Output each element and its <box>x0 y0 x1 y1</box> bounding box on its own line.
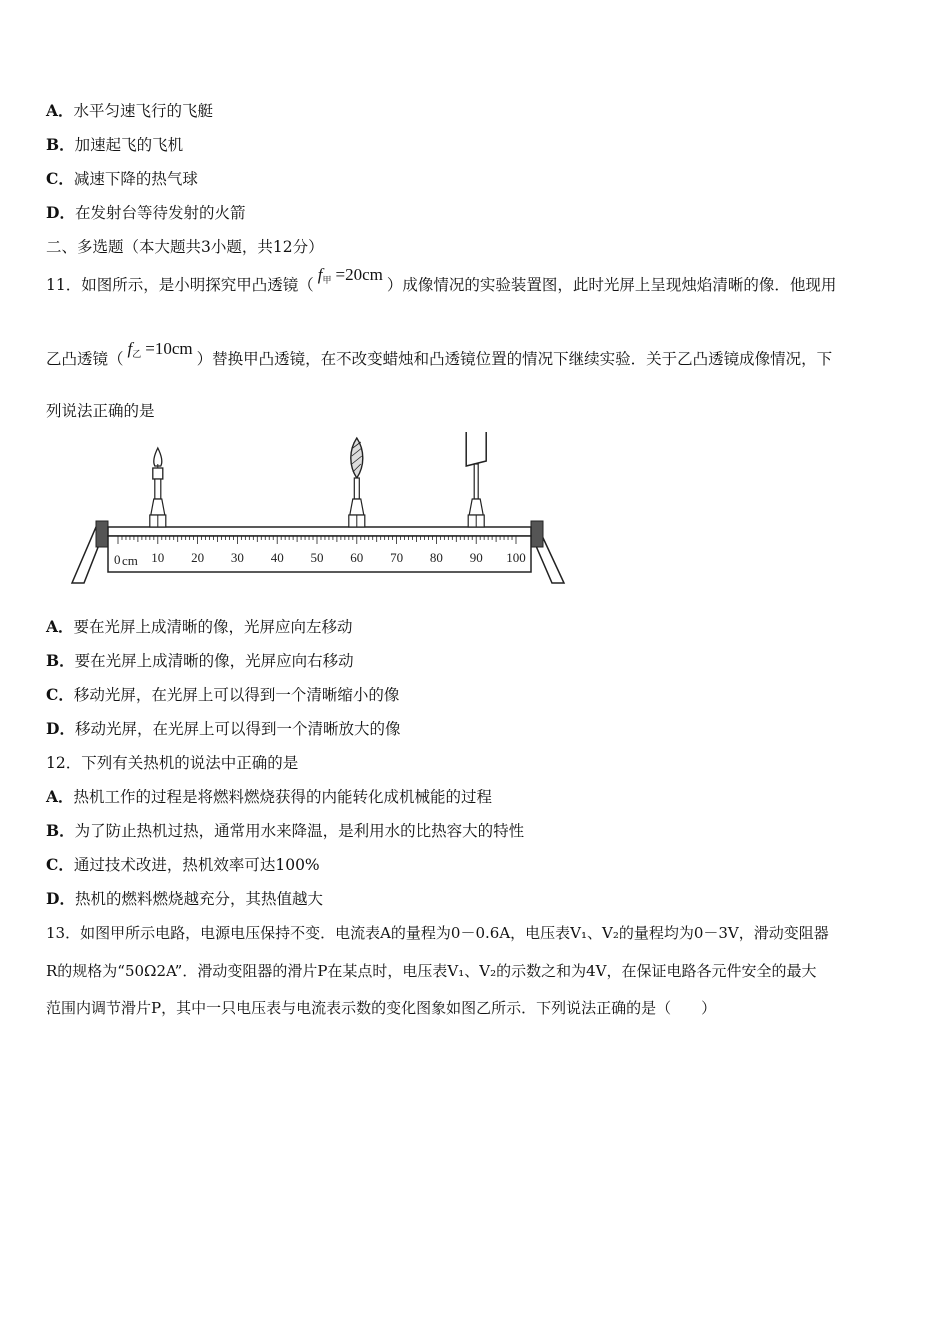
q13-stem-line3: 范围内调节滑片P，其中一只电压表与电流表示数的变化图象如图乙所示．下列说法正确的是（ ） <box>46 999 717 1017</box>
lens-icon <box>351 438 363 478</box>
option-text: 热机的燃料燃烧越充分，其热值越大 <box>74 890 323 908</box>
q13-stem-line1: 13．如图甲所示电路，电源电压保持不变．电流表A的量程为0－0.6A，电压表V₁、V₂的量程均为0－3V，滑动变阻器 <box>46 924 829 942</box>
q11-text-part1: 11．如图所示，是小明探究甲凸透镜（ <box>46 276 314 294</box>
option-letter: D． <box>46 203 75 222</box>
tick-label-90: 90 <box>469 550 483 565</box>
tick-label-20: 20 <box>191 550 205 565</box>
holder-bases <box>150 499 484 527</box>
focal-value: =10cm <box>145 339 193 358</box>
screen-panel <box>466 432 486 466</box>
option-letter: D． <box>46 719 75 738</box>
section-title: 二、多选题（本大题共3小题，共12分） <box>46 238 324 256</box>
tick-label-60: 60 <box>350 550 364 565</box>
option-text: 通过技术改进，热机效率可达100% <box>73 856 320 874</box>
option-letter: B． <box>46 135 75 154</box>
tick-label-10: 10 <box>151 550 165 565</box>
holder-clamp <box>469 499 483 515</box>
option-letter: C． <box>46 169 74 188</box>
q11-stem-line3: 列说法正确的是 <box>46 402 155 420</box>
flame-icon <box>154 448 162 466</box>
tick-label-80: 80 <box>429 550 443 565</box>
tick-label-30: 30 <box>230 550 244 565</box>
q12-option-b <box>46 820 910 842</box>
tick-label-40: 40 <box>270 550 284 565</box>
candle <box>153 448 163 499</box>
focal-subscript: 乙 <box>132 349 142 359</box>
q11-option-a <box>46 616 910 638</box>
candle-stand-rod <box>155 479 161 499</box>
option-letter: A． <box>46 787 74 806</box>
optical-bench-figure <box>70 432 570 588</box>
focal-value: =20cm <box>335 265 383 284</box>
option-letter: D． <box>46 889 75 908</box>
q12-option-c <box>46 854 910 876</box>
q12-option-d <box>46 888 910 910</box>
focal-length-formula-2 <box>124 338 197 365</box>
q10-option-b <box>46 134 910 156</box>
option-text: 移动光屏，在光屏上可以得到一个清晰放大的像 <box>74 720 401 738</box>
q10-option-c <box>46 168 910 190</box>
option-letter: C． <box>46 855 74 874</box>
option-text: 减速下降的热气球 <box>73 170 198 188</box>
left-end-cap <box>96 521 108 547</box>
q12-option-a <box>46 786 910 808</box>
screen-stand-rod <box>474 464 478 499</box>
option-letter: B． <box>46 821 75 840</box>
q11-text-part4: ）替换甲凸透镜，在不改变蜡烛和凸透镜位置的情况下继续实验．关于乙凸透镜成像情况，下 <box>196 350 833 368</box>
q11-stem-line2 <box>46 339 910 375</box>
option-letter: B． <box>46 651 75 670</box>
tick-label-50: 50 <box>310 550 324 565</box>
option-letter: A． <box>46 617 74 636</box>
q10-option-a <box>46 100 910 122</box>
option-letter: A． <box>46 101 74 120</box>
q11-option-c <box>46 684 910 706</box>
convex-lens <box>351 438 363 499</box>
option-text: 加速起飞的飞机 <box>74 136 184 154</box>
q10-option-d <box>46 202 910 224</box>
unit-label: cm <box>122 553 138 568</box>
option-text: 要在光屏上成清晰的像，光屏应向左移动 <box>73 618 353 636</box>
tick-label-70: 70 <box>390 550 404 565</box>
focal-length-formula-1 <box>314 264 387 291</box>
light-screen <box>466 432 486 499</box>
option-letter: C． <box>46 685 74 704</box>
option-text: 水平匀速飞行的飞艇 <box>73 102 214 120</box>
q12-stem: 12．下列有关热机的说法中正确的是 <box>46 754 299 772</box>
q11-text-part3: 乙凸透镜（ <box>46 350 124 368</box>
option-text: 为了防止热机过热，通常用水来降温，是利用水的比热容大的特性 <box>74 822 525 840</box>
q11-option-b <box>46 650 910 672</box>
q11-option-d <box>46 718 910 740</box>
holder-clamp <box>151 499 165 515</box>
focal-symbol: f <box>127 339 133 358</box>
focal-subscript: 甲 <box>322 275 332 285</box>
q11-text-part2: ）成像情况的实验装置图，此时光屏上呈现烛焰清晰的像．他现用 <box>386 276 837 294</box>
focal-symbol: f <box>317 265 323 284</box>
tick-label-100: 100 <box>506 550 526 565</box>
candle-body <box>153 468 163 479</box>
option-text: 要在光屏上成清晰的像，光屏应向右移动 <box>74 652 354 670</box>
lens-stand-rod <box>354 478 359 499</box>
q11-stem-line1 <box>46 265 910 301</box>
right-end-cap <box>531 521 543 547</box>
holder-clamp <box>350 499 364 515</box>
tick-label-0: 0 <box>114 552 121 567</box>
option-text: 热机工作的过程是将燃料燃烧获得的内能转化成机械能的过程 <box>73 788 493 806</box>
option-text: 移动光屏，在光屏上可以得到一个清晰缩小的像 <box>73 686 400 704</box>
q13-stem-line2: R的规格为“50Ω2A”．滑动变阻器的滑片P在某点时，电压表V₁、V₂的示数之和为4V，在保证电路各元件安全的最大 <box>46 962 817 980</box>
option-text: 在发射台等待发射的火箭 <box>74 204 246 222</box>
bench-rail <box>108 527 531 536</box>
